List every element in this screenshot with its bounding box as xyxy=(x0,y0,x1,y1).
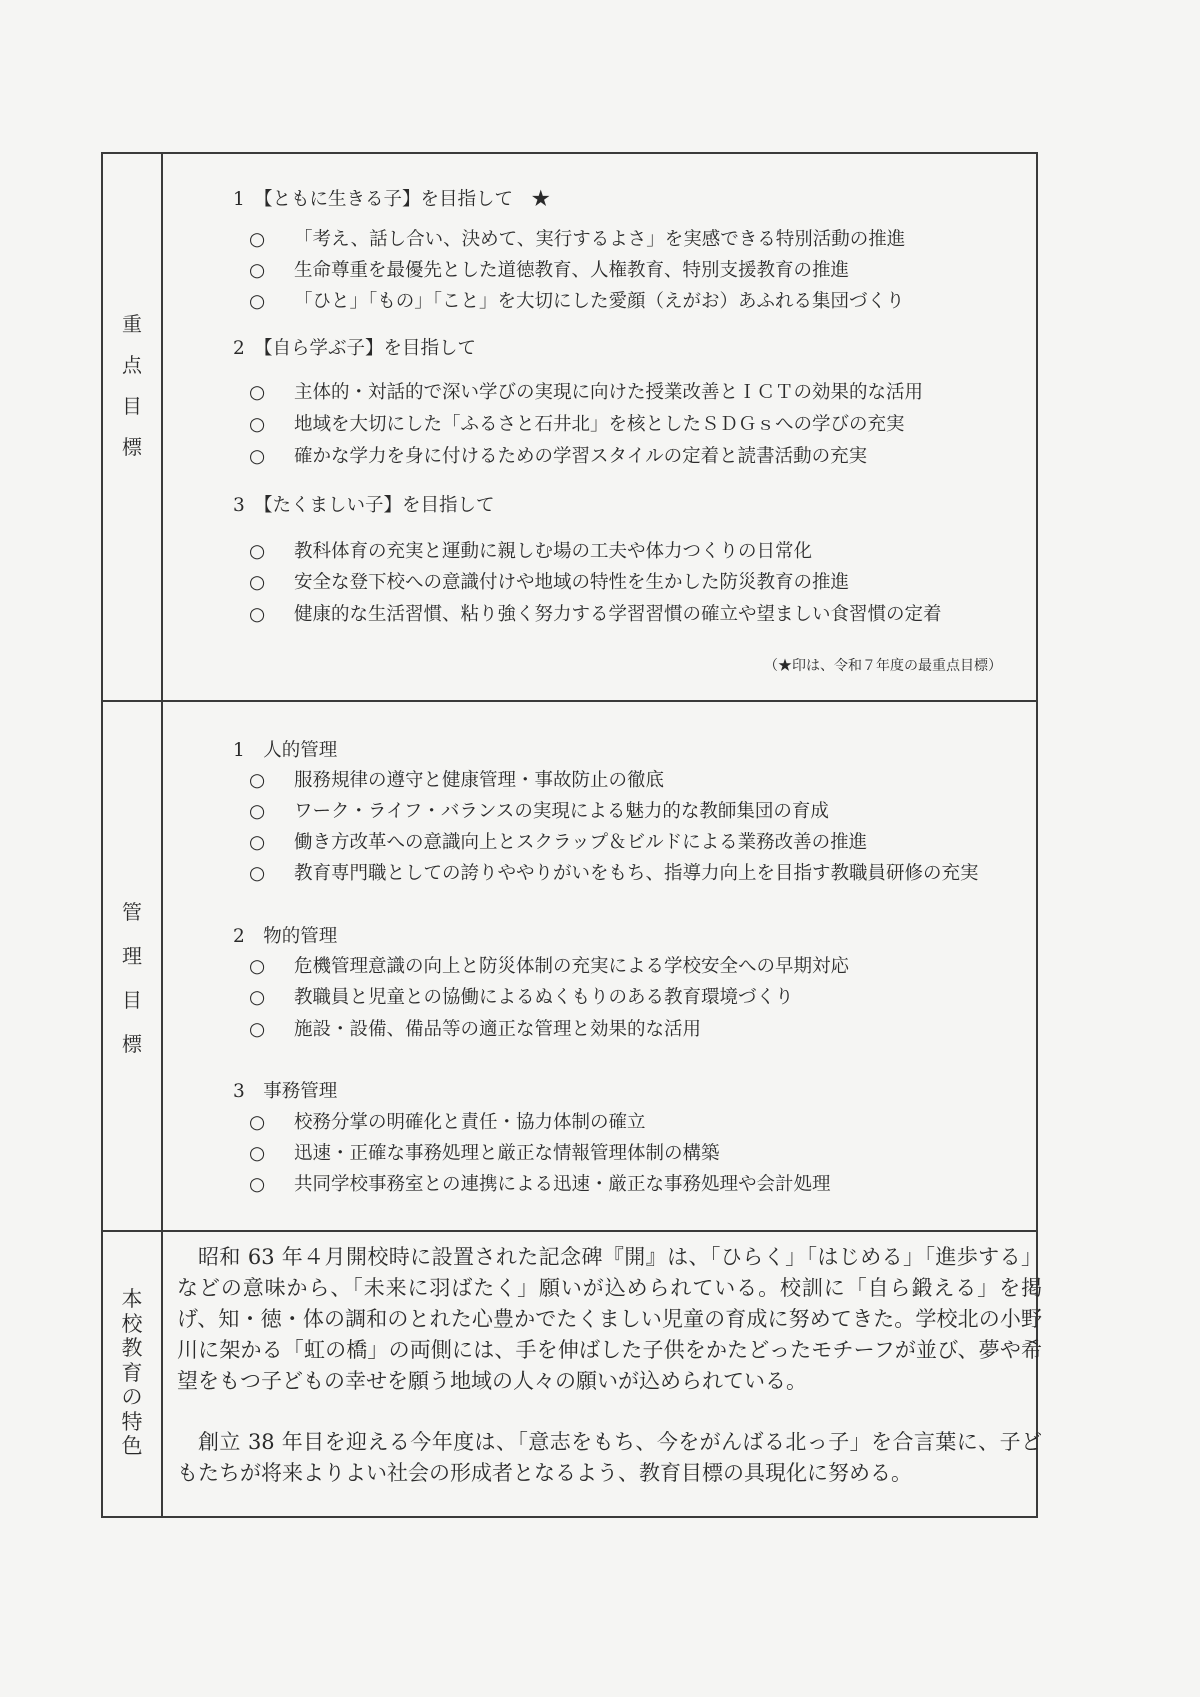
list-item-text: 教育専門職としての誇りややりがいをもち、指導力向上を目指す教職員研修の充実 xyxy=(294,863,979,884)
list-item-text: 「考え、話し合い、決めて、実行するよさ」を実感できる特別活動の推進 xyxy=(294,229,906,250)
list-item-text: 教科体育の充実と運動に親しむ場の工夫や体力つくりの日常化 xyxy=(294,541,813,562)
juten-label-cell xyxy=(102,153,162,701)
tokushoku-label-char: 色 xyxy=(121,1434,143,1458)
list-item xyxy=(249,287,905,313)
list-item xyxy=(249,859,979,885)
juten-label-char: 重 xyxy=(122,312,142,336)
tokushoku-label xyxy=(103,1287,161,1459)
bullet-circle-icon: ○ xyxy=(249,446,266,467)
list-item-text: 迅速・正確な事務処理と厳正な情報管理体制の構築 xyxy=(294,1143,720,1164)
bullet-circle-icon: ○ xyxy=(249,1112,266,1133)
kanri-row xyxy=(102,701,1037,1231)
kanri-label-cell xyxy=(102,701,162,1231)
list-item-text: 教職員と児童との協働によるぬくもりのある教育環境づくり xyxy=(294,987,794,1008)
bullet-circle-icon: ○ xyxy=(249,541,266,562)
list-item xyxy=(249,1108,646,1134)
tokushoku-label-char: 特 xyxy=(121,1409,143,1434)
kanri-group-1-heading: 1 人的管理 xyxy=(233,740,338,761)
list-item-text: 服務規律の遵守と健康管理・事故防止の徹底 xyxy=(294,770,665,791)
tokushoku-label-char: 本 xyxy=(121,1287,143,1311)
bullet-circle-icon: ○ xyxy=(249,956,266,977)
bullet-circle-icon: ○ xyxy=(249,604,266,625)
bullet-circle-icon: ○ xyxy=(249,801,266,822)
list-item-text: 施設・設備、備品等の適正な管理と効果的な活用 xyxy=(294,1019,702,1040)
bullet-circle-icon: ○ xyxy=(249,414,266,435)
list-item-text: 校務分掌の明確化と責任・協力体制の確立 xyxy=(294,1112,646,1133)
list-item-text: 生命尊重を最優先とした道徳教育、人権教育、特別支援教育の推進 xyxy=(294,260,850,281)
bullet-circle-icon: ○ xyxy=(249,572,266,593)
list-item xyxy=(249,766,664,792)
priority-note: （★印は、令和７年度の最重点目標） xyxy=(764,658,1002,674)
bullet-circle-icon: ○ xyxy=(249,770,266,791)
list-item xyxy=(249,797,829,823)
list-item-text: 確かな学力を身に付けるための学習スタイルの定着と読書活動の充実 xyxy=(294,446,868,467)
bullet-circle-icon: ○ xyxy=(249,1174,266,1195)
juten-group-3-heading: 3 【たくましい子】を目指して xyxy=(233,495,495,516)
juten-label xyxy=(103,314,161,457)
list-item xyxy=(249,568,849,594)
kanri-label-char: 標 xyxy=(122,1032,142,1056)
kanri-content-cell xyxy=(162,701,1037,1231)
list-item-text: 「ひと」「もの」「こと」を大切にした愛顔（えがお）あふれる集団づくり xyxy=(294,291,905,312)
bullet-circle-icon: ○ xyxy=(249,229,266,250)
tokushoku-label-char: 教 xyxy=(121,1336,143,1360)
bullet-circle-icon: ○ xyxy=(249,832,266,853)
bullet-circle-icon: ○ xyxy=(249,1143,266,1164)
list-item xyxy=(249,952,849,978)
juten-label-char: 標 xyxy=(122,435,142,459)
list-item xyxy=(249,828,867,854)
goals-table xyxy=(101,152,1042,1518)
kanri-group-3-heading: 3 事務管理 xyxy=(233,1081,338,1102)
list-item xyxy=(249,983,794,1009)
kanri-label-char: 目 xyxy=(122,988,142,1012)
bullet-circle-icon: ○ xyxy=(249,260,266,281)
list-item xyxy=(249,1139,720,1165)
bullet-circle-icon: ○ xyxy=(249,291,266,312)
list-item xyxy=(249,442,867,468)
bullet-circle-icon: ○ xyxy=(249,382,266,403)
list-item xyxy=(249,225,905,251)
list-item xyxy=(249,537,812,563)
tokushoku-label-char: の xyxy=(121,1385,143,1409)
list-item xyxy=(249,1015,701,1041)
kanri-label-char: 管 xyxy=(122,900,142,924)
juten-group-1-heading: 1 【ともに生きる子】を目指して ★ xyxy=(233,189,551,210)
juten-content-cell xyxy=(162,153,1037,701)
list-item-text: 主体的・対話的で深い学びの実現に向けた授業改善とＩＣＴの効果的な活用 xyxy=(294,382,924,403)
list-item-text: 危機管理意識の向上と防災体制の充実による学校安全への早期対応 xyxy=(294,956,850,977)
juten-label-char: 目 xyxy=(122,394,142,418)
bullet-circle-icon: ○ xyxy=(249,863,266,884)
kanri-label xyxy=(103,902,161,1054)
tokushoku-paragraph-1: 昭和 63 年４月開校時に設置された記念碑『開』は、「ひらく」「はじめる」「進歩する」などの意味から、「未来に羽ばたく」願いが込められている。校訓に「自ら鍛える」を掲げ、知・徳・体の調和のとれた心豊かでたくましい児童の育成に努めてきた。学校北の小野川に架かる「虹の橋」の両側には、手を伸ばした子供をかたどったモチーフが並び、夢や希望をもつ子どもの幸せを願う地域の人々の願いが込められている。 xyxy=(177,1245,1042,1393)
list-item xyxy=(249,256,849,282)
bullet-circle-icon: ○ xyxy=(249,1019,266,1040)
tokushoku-paragraph-2: 創立 38 年目を迎える今年度は、「意志をもち、今をがんばる北っ子」を合言葉に、子どもたちが将来よりよい社会の形成者となるよう、教育目標の具現化に努める。 xyxy=(177,1430,1042,1485)
kanri-label-char: 理 xyxy=(122,944,142,968)
tokushoku-content-cell xyxy=(162,1231,1042,1517)
juten-row xyxy=(102,153,1037,701)
tokushoku-label-char: 育 xyxy=(121,1360,143,1385)
juten-group-2-heading: 2 【自ら学ぶ子】を目指して xyxy=(233,338,477,359)
list-item-text: 健康的な生活習慣、粘り強く努力する学習習慣の確立や望ましい食習慣の定着 xyxy=(294,604,942,625)
list-item-text: 共同学校事務室との連携による迅速・厳正な事務処理や会計処理 xyxy=(294,1174,831,1195)
list-item-text: 働き方改革への意識向上とスクラップ＆ビルドによる業務改善の推進 xyxy=(294,832,868,853)
tokushoku-label-char: 校 xyxy=(121,1311,143,1336)
tokushoku-row xyxy=(102,1231,1037,1517)
juten-label-char: 点 xyxy=(122,353,142,377)
kanri-group-2-heading: 2 物的管理 xyxy=(233,926,338,947)
list-item-text: 地域を大切にした「ふるさと石井北」を核としたＳＤＧｓへの学びの充実 xyxy=(294,414,905,435)
list-item-text: 安全な登下校への意識付けや地域の特性を生かした防災教育の推進 xyxy=(294,572,850,593)
list-item xyxy=(249,1170,831,1196)
list-item xyxy=(249,600,942,626)
bullet-circle-icon: ○ xyxy=(249,987,266,1008)
list-item xyxy=(249,410,905,436)
list-item xyxy=(249,378,923,404)
tokushoku-label-cell xyxy=(102,1231,162,1517)
list-item-text: ワーク・ライフ・バランスの実現による魅力的な教師集団の育成 xyxy=(294,801,829,822)
